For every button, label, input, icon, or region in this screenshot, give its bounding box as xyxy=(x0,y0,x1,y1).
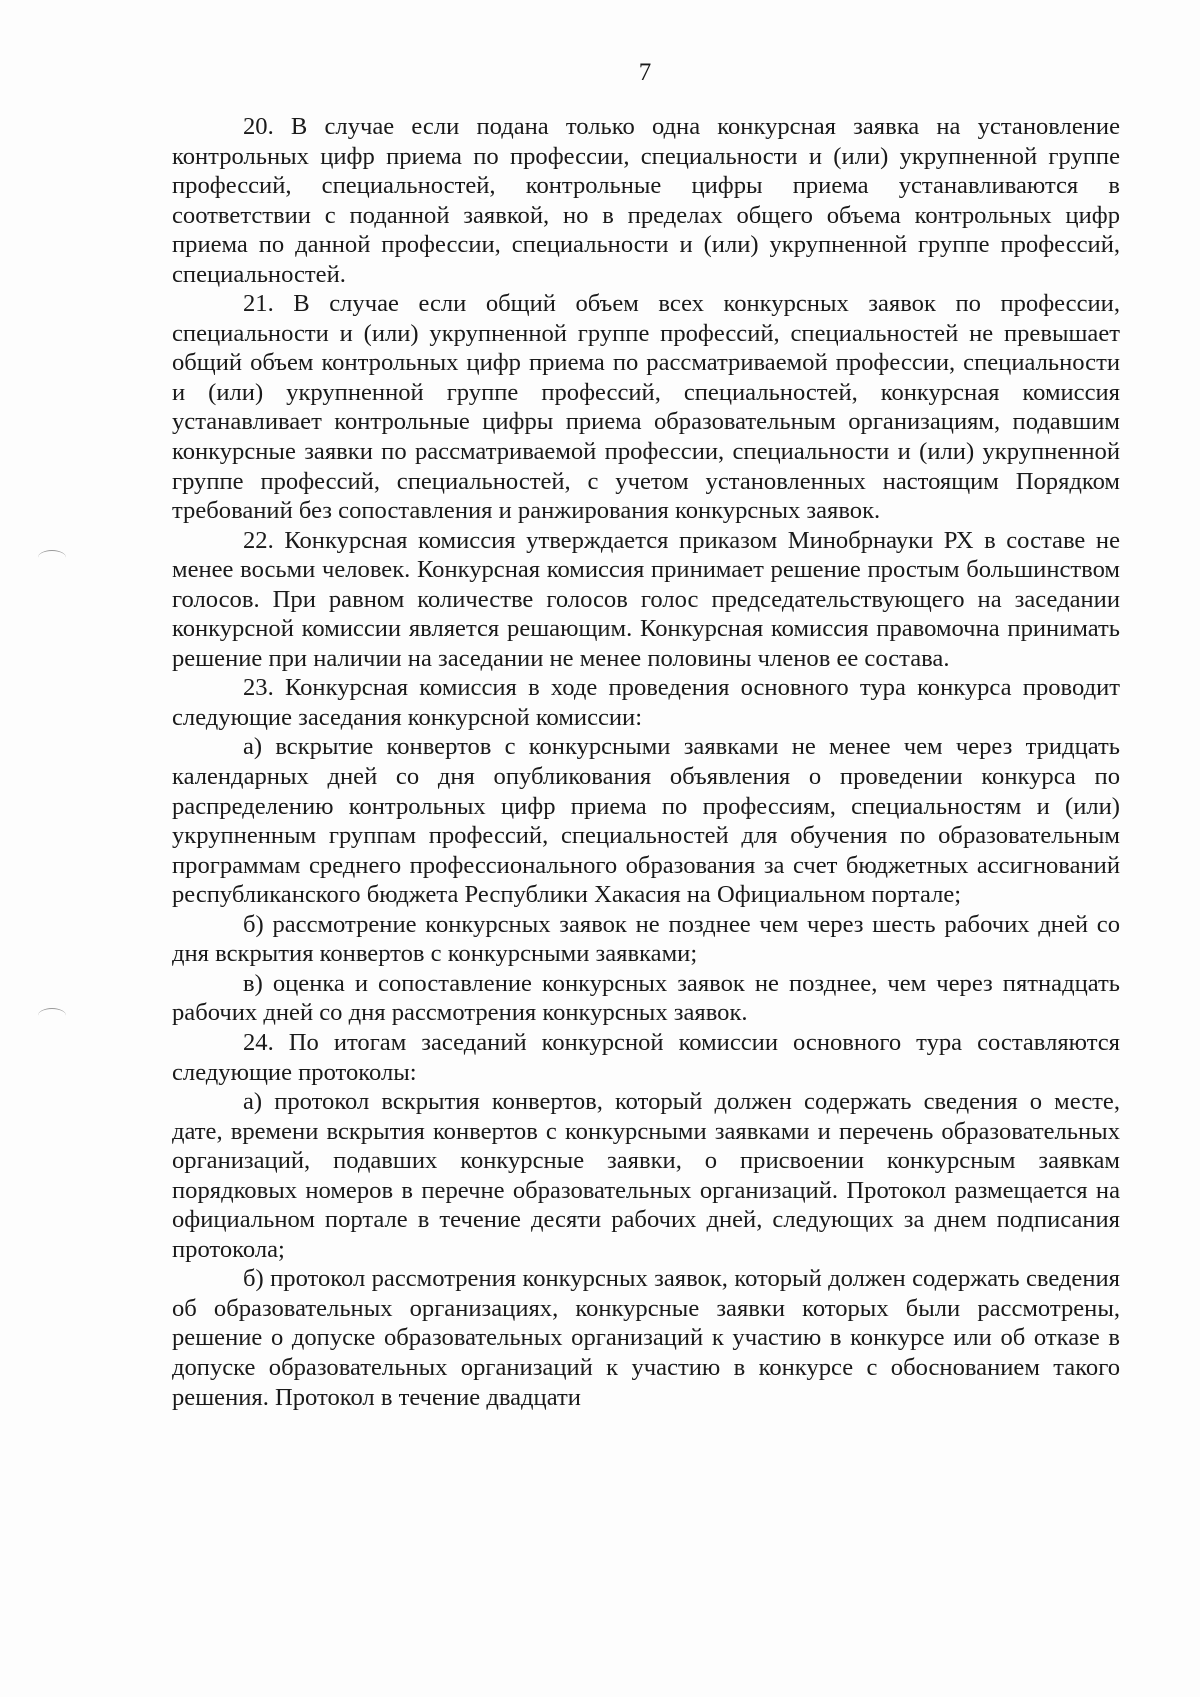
paragraph-22: 22. Конкурсная комиссия утверждается приказом Минобрнауки РХ в составе не менее восьми человек. Конкурсная комиссия принимает решение простым большинством голосов. При равном количестве голосов голос председательствующего на заседании конкурсной комиссии является решающим. Конкурсная комиссия правомочна принимать решение при наличии на заседании не менее половины членов ее состава. xyxy=(172,526,1120,672)
paragraph-23-b: б) рассмотрение конкурсных заявок не позднее чем через шесть рабочих дней со дня вскрытия конвертов с конкурсными заявками; xyxy=(172,910,1120,968)
paragraph-23-v: в) оценка и сопоставление конкурсных заявок не позднее, чем через пятнадцать рабочих дней со дня рассмотрения конкурсных заявок. xyxy=(172,969,1120,1027)
scan-speck xyxy=(38,550,66,565)
page-number: 7 xyxy=(638,59,652,86)
paragraph-24: 24. По итогам заседаний конкурсной комиссии основного тура составляются следующие протоколы: xyxy=(172,1028,1120,1086)
paragraph-24-a: а) протокол вскрытия конвертов, который должен содержать сведения о месте, дате, времени вскрытия конвертов с конкурсными заявками и перечень образовательных организаций, подавших конкурсные заявки, о присвоении конкурсным заявкам порядковых номеров в перечне образовательных организаций. Протокол размещается на официальном портале в течение десяти рабочих дней, следующих за днем подписания протокола; xyxy=(172,1088,1120,1263)
paragraph-20: 20. В случае если подана только одна конкурсная заявка на установление контрольных цифр приема по профессии, специальности и (или) укрупненной группе профессий, специальностей, контрольные цифры приема устанавливаются в соответствии с поданной заявкой, но в пределах общего объема контрольных цифр приема по данной профессии, специальности и (или) укрупненной группе профессий, специальностей. xyxy=(172,113,1120,288)
document-body xyxy=(172,112,1120,1412)
paragraph-24-b: б) протокол рассмотрения конкурсных заявок, который должен содержать сведения об образовательных организациях, конкурсные заявки которых были рассмотрены, решение о допуске образовательных организаций к участию в конкурсе или об отказе в допуске образовательных организаций к участию в конкурсе с обоснованием такого решения. Протокол в течение двадцати xyxy=(172,1265,1120,1411)
paragraph-21: 21. В случае если общий объем всех конкурсных заявок по профессии, специальности и (или) укрупненной группе профессий, специальностей не превышает общий объем контрольных цифр приема по рассматриваемой профессии, специальности и (или) укрупненной группе профессий, специальностей, конкурсная комиссия устанавливает контрольные цифры приема образовательным организациям, подавшим конкурсные заявки по рассматриваемой профессии, специальности и (или) укрупненной группе профессий, специальностей, с учетом установленных настоящим Порядком требований без сопоставления и ранжирования конкурсных заявок. xyxy=(172,290,1120,525)
paragraph-23-a: а) вскрытие конвертов с конкурсными заявками не менее чем через тридцать календарных дней со дня опубликования объявления о проведении конкурса по распределению контрольных цифр приема по профессиям, специальностям и (или) укрупненным группам профессий, специальностей для обучения по образовательным программам среднего профессионального образования за счет бюджетных ассигнований республиканского бюджета Республики Хакасия на Официальном портале; xyxy=(172,733,1120,909)
paragraph-23: 23. Конкурсная комиссия в ходе проведения основного тура конкурса проводит следующие заседания конкурсной комиссии: xyxy=(172,674,1120,731)
scan-speck xyxy=(38,1008,66,1023)
